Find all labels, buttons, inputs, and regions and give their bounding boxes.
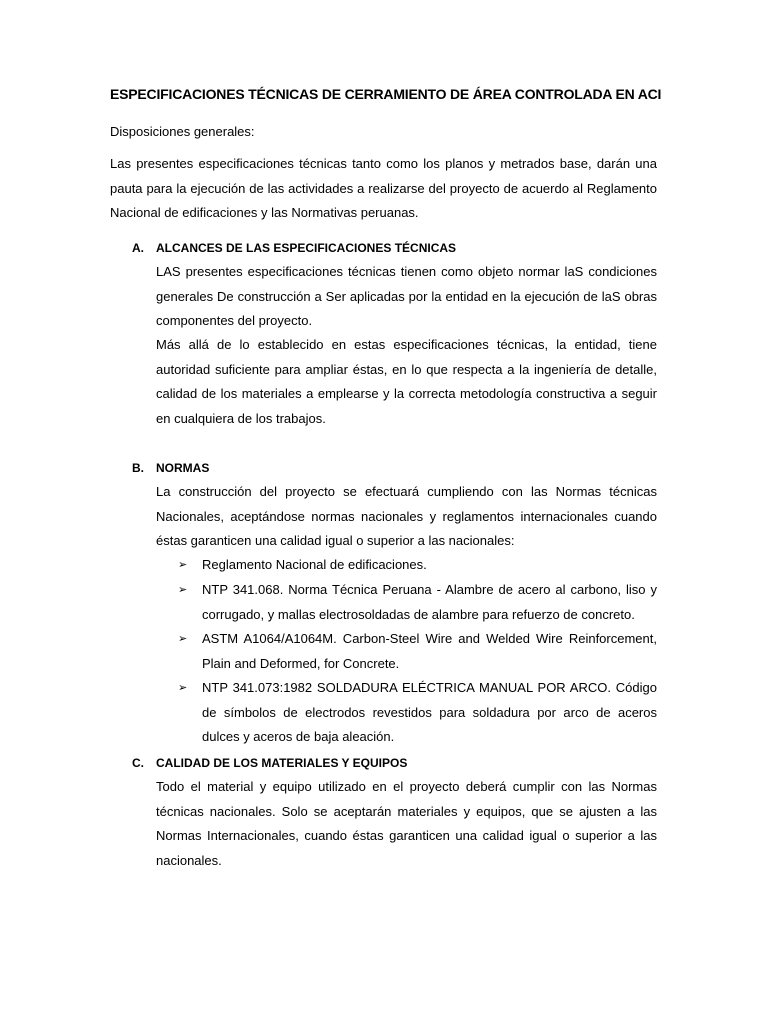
- intro-paragraph: Las presentes especificaciones técnicas tanto como los planos y metrados base, darán una pauta para la ejecución de las actividades a realizarse del proyecto de acuerdo al Reglamento Nacional de edificaciones y las Normativas peruanas.: [110, 156, 657, 220]
- section-c-paragraph-1: Todo el material y equipo utilizado en el proyecto deberá cumplir con las Normas técnicas nacionales. Solo se aceptarán materiales y equipos, que se ajusten a las Normas Internacionales, cuando éstas garanticen una calidad igual o superior a las nacionales.: [156, 779, 657, 868]
- section-c-heading: [132, 755, 652, 771]
- list-item: [178, 553, 657, 578]
- section-c-letter: C.: [132, 756, 144, 770]
- list-item-text: NTP 341.073:1982 SOLDADURA ELÉCTRICA MANUAL POR ARCO. Código de símbolos de electrodos revestidos para soldadura por arco de aceros dulces y aceros de baja aleación.: [202, 680, 657, 744]
- list-item-text: Reglamento Nacional de edificaciones.: [202, 557, 427, 572]
- arrow-bullet-icon: ➢: [178, 682, 188, 694]
- section-b-paragraph-1: La construcción del proyecto se efectuará cumpliendo con las Normas técnicas Nacionales, aceptándose normas nacionales y reglamentos internacionales cuando éstas garanticen una calidad igual o superior a las nacionales:: [156, 484, 657, 548]
- list-item-text: ASTM A1064/A1064M. Carbon-Steel Wire and Welded Wire Reinforcement, Plain and Deformed, for Concrete.: [202, 631, 657, 671]
- list-item: [178, 676, 657, 750]
- arrow-bullet-icon: ➢: [178, 559, 188, 571]
- section-c-title: CALIDAD DE LOS MATERIALES Y EQUIPOS: [156, 756, 408, 770]
- section-a-heading: [132, 240, 652, 256]
- section-b-heading: [132, 460, 652, 476]
- section-b-title: NORMAS: [156, 461, 210, 475]
- section-a-paragraph-2: Más allá de lo establecido en estas especificaciones técnicas, la entidad, tiene autoridad suficiente para ampliar éstas, en lo que respecta a la ingeniería de detalle, calidad de los materiales a emplearse y la correcta metodología constructiva a seguir en cualquiera de los trabajos.: [156, 337, 657, 426]
- arrow-bullet-icon: ➢: [178, 584, 188, 596]
- list-item: [178, 578, 657, 627]
- section-a-letter: A.: [132, 241, 144, 255]
- list-item-text: NTP 341.068. Norma Técnica Peruana - Alambre de acero al carbono, liso y corrugado, y mallas electrosoldadas de alambre para refuerzo de concreto.: [202, 582, 657, 622]
- document-title: ESPECIFICACIONES TÉCNICAS DE CERRAMIENTO DE ÁREA CONTROLADA EN ACI: [110, 86, 662, 102]
- arrow-bullet-icon: ➢: [178, 633, 188, 645]
- section-b-letter: B.: [132, 461, 144, 475]
- list-item: [178, 627, 657, 676]
- intro-heading: Disposiciones generales:: [110, 124, 255, 139]
- section-a-paragraph-1: LAS presentes especificaciones técnicas tienen como objeto normar laS condiciones generales De construcción a Ser aplicadas por la entidad en la ejecución de laS obras componentes del proyecto.: [156, 264, 657, 328]
- section-a-title: ALCANCES DE LAS ESPECIFICACIONES TÉCNICAS: [156, 241, 457, 255]
